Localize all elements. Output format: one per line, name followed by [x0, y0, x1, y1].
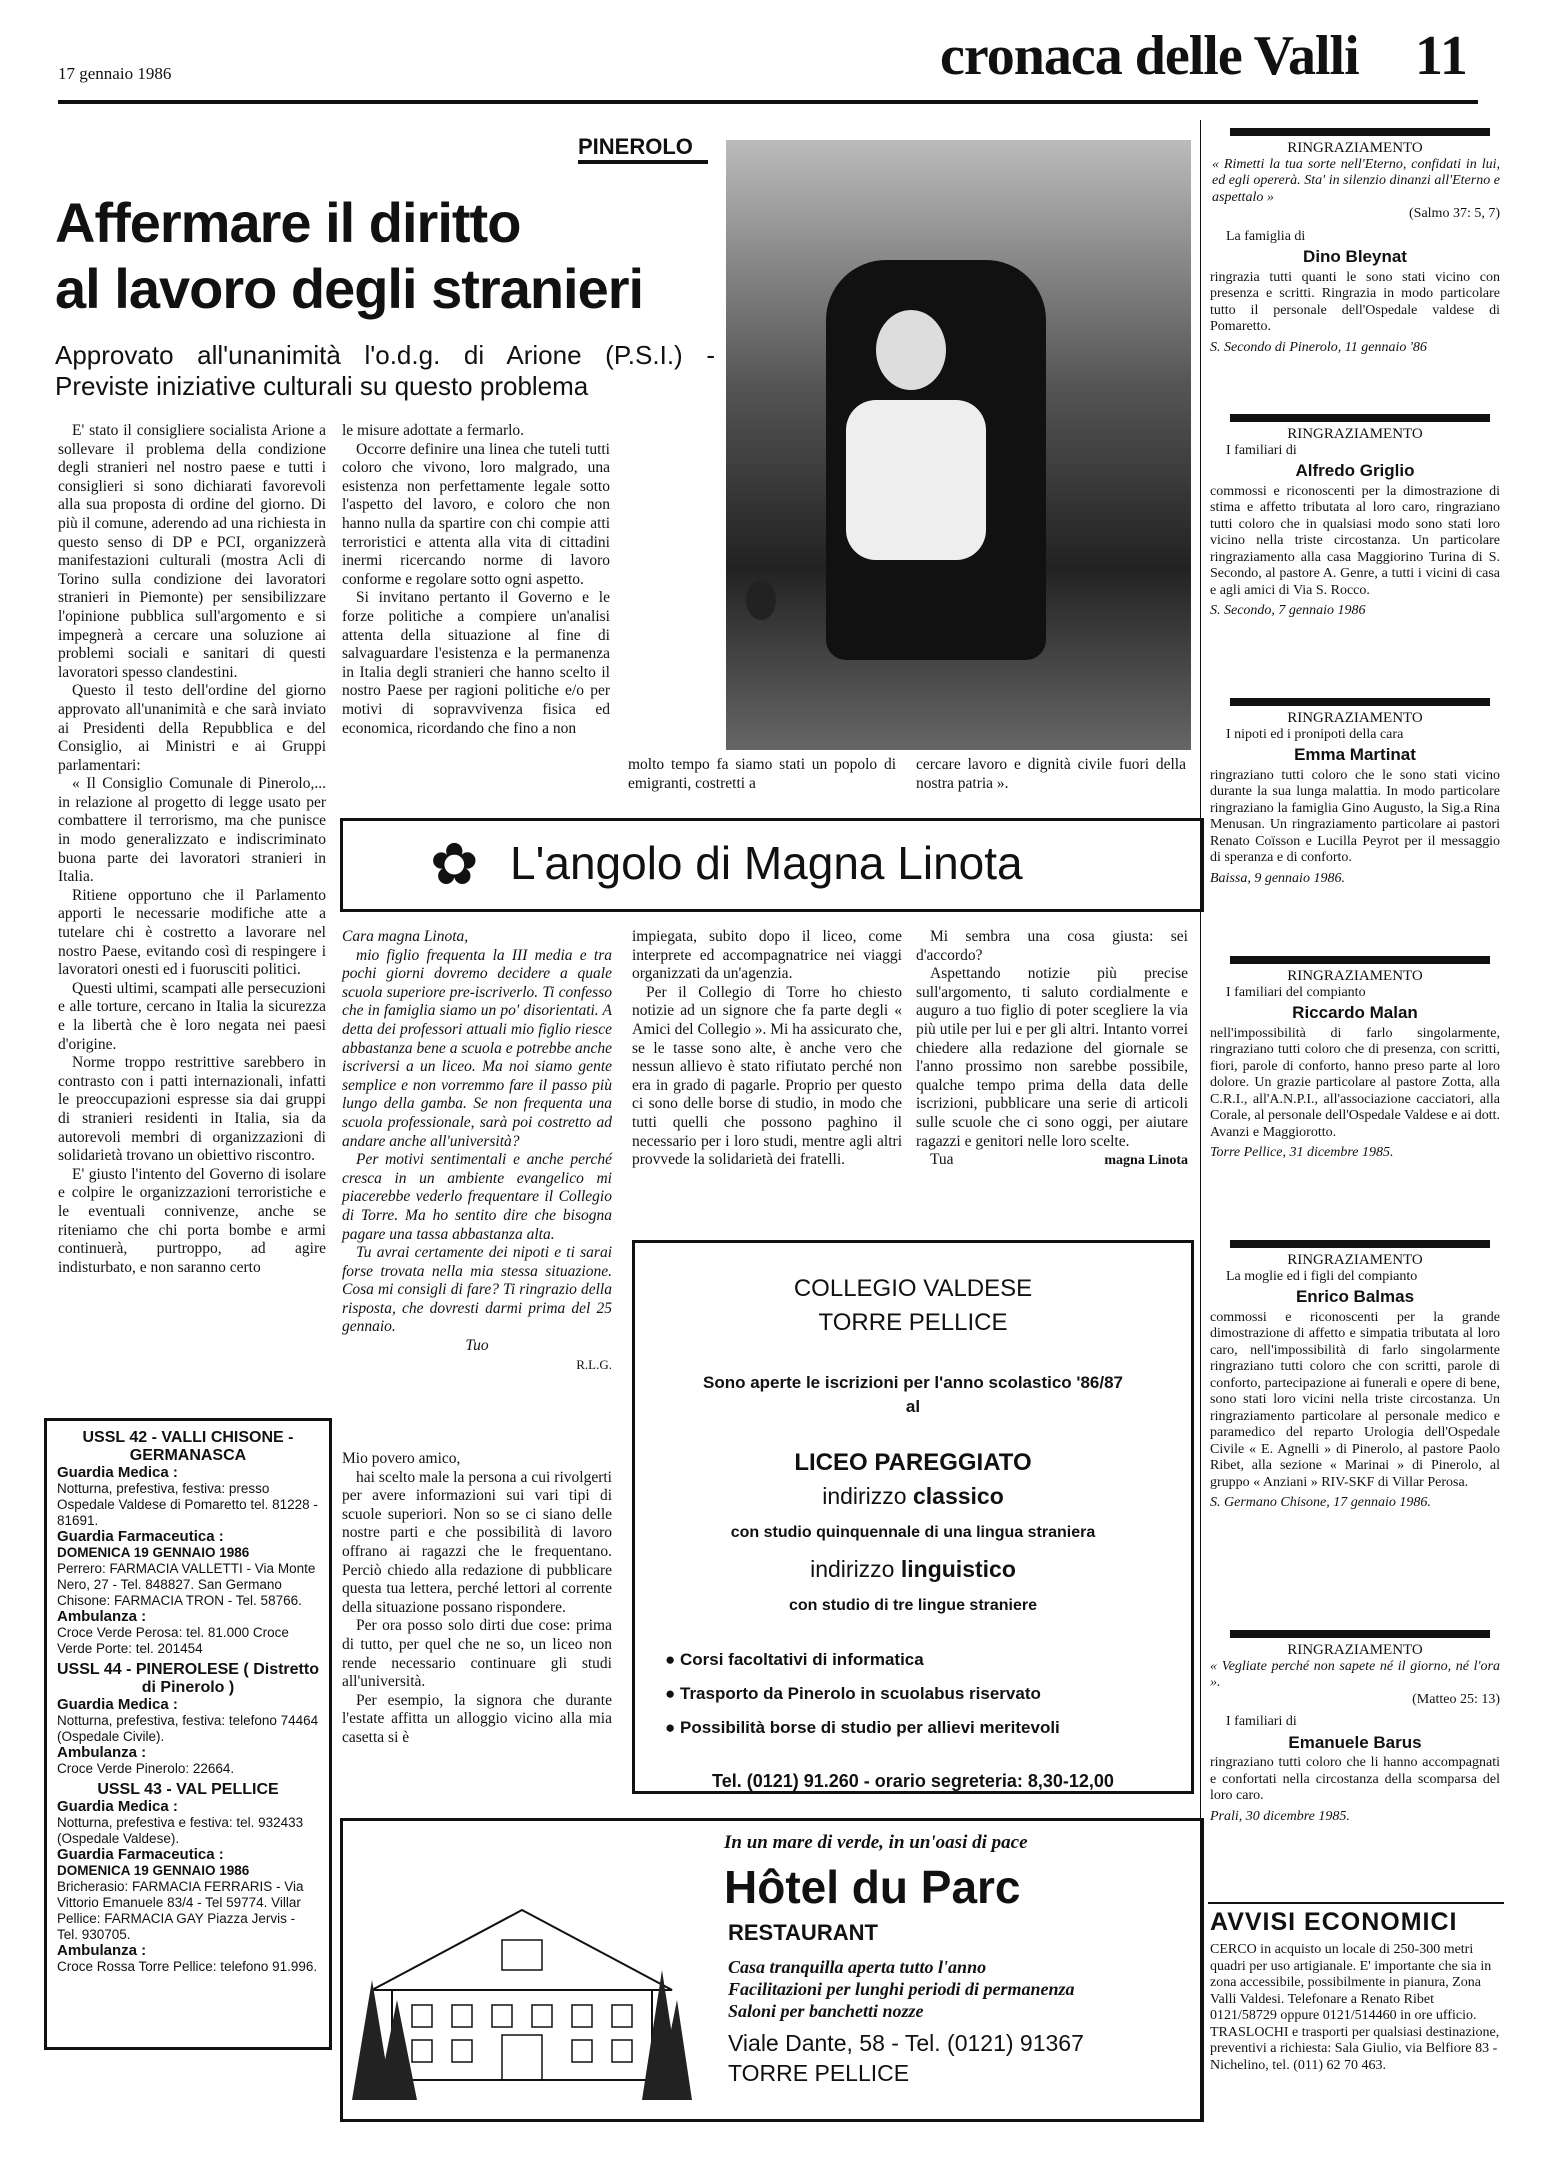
grapes-icon: ✿ [430, 832, 479, 897]
avvisi-rule [1208, 1902, 1504, 1904]
paragraph: Ritiene opportuno che il Parlamento apporti le necessarie modifiche atte a tutelare chi è costretto a lavorare nel nostro Paese, evitando così di respingere i lavoratori onesti ed i fuorusciti politici. [58, 886, 326, 979]
ring-ref: (Salmo 37: 5, 7) [1409, 206, 1500, 221]
reply-column-1 [342, 1450, 612, 1748]
ringraziamento-block [1210, 956, 1500, 1162]
hotel-desc-1: Casa tranquilla aperta tutto l'anno [728, 1957, 987, 1977]
ring-heading: RINGRAZIAMENTO [1287, 426, 1423, 442]
guardia-medica-label: Guardia Medica : [57, 1798, 178, 1815]
ussl-43-title: USSL 43 - VAL PELLICE [97, 1781, 279, 1798]
ring-intro: I nipoti ed i pronipoti della cara [1226, 726, 1404, 742]
ring-quote: « Rimetti la tua sorte nell'Eterno, confidati in lui, ed egli opererà. Sta' in silenzio dinanzi all'Eterno e aspettalo » [1212, 156, 1500, 205]
paragraph: Per esempio, la signora che durante l'estate affitta un alloggio vicino alla mia casetta si è [342, 1691, 612, 1746]
paragraph: E' stato il consigliere socialista Arione a sollevare il problema della condizione degli stranieri nel nostro paese e tutti i consiglieri si sono dichiarati favorevoli alla sua proposta di ordine del giorno. Di più il comune, aderendo ad una richiesta in questo senso di DP e PCI, organizzerà manifestazioni culturali (mostra Acli di Torino sulla condizione dei lavoratori stranieri in Piemonte) per sensibilizzare l'opinione pubblica sull'argomento e si impegnerà a cercare una soluzione ai problemi sociali e sanitari di questi lavoratori spesso clandestini. [58, 422, 326, 681]
page-number: 11 [1415, 25, 1468, 87]
paragraph: Questi ultimi, scampati alle persecuzioni e alle torture, cercano in Italia la sicurezza e la libertà che è loro negata nei paesi d'origine. [58, 979, 326, 1053]
article-column-3: molto tempo fa siamo stati un popolo di emigranti, costretti a [628, 756, 896, 792]
collegio-city: TORRE PELLICE [818, 1309, 1008, 1336]
ring-name: Emma Martinat [1294, 745, 1416, 764]
article-column-1 [58, 422, 326, 1277]
ring-intro: I familiari di [1226, 442, 1297, 458]
paragraph: mio figlio frequenta la III media e tra pochi giorni dovremo decidere a quale scuola superiore pre-iscriverlo. Ti confesso che in famiglia siamo un po' disorientati. A detta dei professori attuali mio figlio riesce abbastanza bene a scuola e potrebbe anche iscriversi a un liceo. Ma noi siamo gente semplice e non vorremmo fare il passo più lungo della gamba. Se non frequenta una scuola professionale, sarà poi costretto ad andare anche all'università? [342, 946, 612, 1150]
ring-rule [1230, 698, 1490, 706]
header-rule [58, 100, 1478, 104]
linguistico-desc: con studio di tre lingue straniere [788, 1597, 1038, 1614]
avvisi-title: AVVISI ECONOMICI [1210, 1908, 1458, 1936]
hotel-illustration [352, 1870, 692, 2100]
paragraph: le misure adottate a fermarlo. [342, 422, 525, 439]
classico-desc: con studio quinquennale di una lingua straniera [730, 1524, 1096, 1541]
reply-sign-tua: Tua [930, 1151, 954, 1169]
ring-intro: I familiari del compianto [1226, 984, 1366, 1000]
indirizzo-prefix: indirizzo [810, 1556, 901, 1582]
ringraziamento-block [1210, 698, 1500, 887]
bullet-informatica: ● Corsi facoltativi di informatica [665, 1650, 924, 1669]
ring-heading: RINGRAZIAMENTO [1287, 1252, 1423, 1268]
ring-text: ringraziano tutti coloro che le sono stati vicino durante la sua lunga malattia. In modo particolare ringraziano la famiglia Gino Augusto, la Sig.a Rina Menusan. Un ringraziamento particolare ai pastori Renato Coïsson e Lucilla Peyrot per il messaggio di speranza e di conforto. [1210, 767, 1500, 865]
column-divider [1200, 120, 1201, 2120]
ring-place: S. Germano Chisone, 17 gennaio 1986. [1210, 1495, 1431, 1510]
paragraph: Occorre definire una linea che tuteli tutti coloro che vivono, loro malgrado, una esistenza non perfettamente legale sotto l'aspetto del lavoro, e coloro che non hanno nulla da spartire con chi compie atti terroristici e attenta alla vita di cittadini inermi ricercando norme di lavoro conforme e regolare sotto ogni aspetto. [342, 440, 610, 588]
paragraph: impiegata, subito dopo il liceo, come interprete ed accompagnatrice nei viaggi organizzati da un'agenzia. [632, 928, 902, 983]
ringraziamento-block [1210, 1240, 1500, 1512]
ring-text: ringrazia tutti quanti le sono stati vicino con presenza e scritti. Ringrazia in modo particolare tutto il personale dell'Ospedale valdese di Pomaretto. [1210, 269, 1500, 334]
ring-text: nell'impossibilità di farlo singolarmente, ringraziano tutti coloro che di presenza, con scritti, fiori, parole di conforto, hanno preso parte al loro dolore. Un grazie particolare al pastore Zotta, alla C.R.I., all'A.N.P.I., all'associazione cacciatori, alla Corale, al personale dell'Ospedale Valdese e ai dott. Avanzi e Maggiorotto. [1210, 1025, 1500, 1140]
paragraph: Si invitano pertanto il Governo e le forze politiche a compiere un'analisi attenta della situazione al fine di salvaguardare l'esistenza e la permanenza in Italia degli stranieri che hanno scelto il nostro Paese per ragioni politiche e/o per motivi di sopravvivenza fisica ed economica, ricordando che fino a non [342, 589, 610, 737]
hotel-name: Hôtel du Parc [724, 1861, 1021, 1913]
letter-column [342, 928, 612, 1374]
guardia-farmaceutica-label: Guardia Farmaceutica : [57, 1846, 224, 1863]
headline-line-1: Affermare il diritto [55, 191, 521, 254]
paragraph: hai scelto male la persona a cui rivolgerti per avere informazioni sui vari tipi di scuole superiori. Non so se ci siano delle nostre parti e che possibilità di lavoro offrano ai ragazzi che le frequentano. Perciò chiedo alla redazione di pubblicare questa tua lettera, perché lettori al corrente della situazione possano rispondere. [342, 1468, 612, 1616]
ringraziamento-block [1210, 414, 1500, 620]
avviso-traslochi: TRASLOCHI e trasporti per qualsiasi destinazione, preventivi a richiesta: Sala Giulio, via Belfiore 83 - Nichelino, tel. (011) 62 70 463. [1210, 2024, 1500, 2073]
paragraph: Cara magna Linota, [342, 928, 469, 945]
section-label: PINEROLO [578, 134, 693, 159]
ussl-42-title: USSL 42 - VALLI CHISONE - GERMANASCA [82, 1429, 294, 1464]
guardia-medica-label: Guardia Medica : [57, 1464, 178, 1481]
ring-rule [1230, 128, 1490, 136]
hotel-city: TORRE PELLICE [728, 2060, 910, 2086]
ambulanza-text: Croce Rossa Torre Pellice: telefono 91.996. [57, 1959, 318, 1974]
hotel-desc-2: Facilitazioni per lunghi periodi di permanenza [728, 1979, 1075, 1999]
ussl-44-title: USSL 44 - PINEROLESE ( Distretto di Pinerolo ) [57, 1661, 319, 1696]
paragraph: Questo il testo dell'ordine del giorno approvato all'unanimità e che sarà inviato ai Presidenti della Repubblica e del Consiglio, ai Ministri e ai Gruppi parlamentari: [58, 682, 326, 774]
reply-signature: magna Linota [1104, 1152, 1188, 1168]
paragraph: Tu avrai certamente dei nipoti e ti sarai forse trovata nella mia stessa situazione. Cosa mi consigli di fare? Ti ringrazio della risposta, che dovresti darmi prima del 25 gennaio. [342, 1244, 612, 1336]
iscrizioni-line: Sono aperte le iscrizioni per l'anno scolastico '86/87 [702, 1373, 1123, 1392]
ring-rule [1230, 414, 1490, 422]
ring-rule [1230, 956, 1490, 964]
hotel-restaurant: RESTAURANT [728, 1920, 878, 1945]
ring-name: Alfredo Griglio [1295, 461, 1415, 480]
ring-rule [1230, 1240, 1490, 1248]
paragraph: Mio povero amico, [342, 1450, 461, 1467]
ring-text: commossi e riconoscenti per la dimostrazione di stima e affetto tributata al loro caro, ringraziano tutti coloro che in qualsiasi modo sono stati loro vicino nella triste circostanza. Un particolare ringraziamento alla casa Maggiorino Turina di S. Secondo, al pastore A. Genre, a tutti i vicini di casa e agli amici di Via S. Rocco. [1210, 483, 1500, 598]
bullet-trasporto: ● Trasporto da Pinerolo in scuolabus riservato [665, 1684, 1041, 1703]
avviso-cerco: CERCO in acquisto un locale di 250-300 metri quadri per uso artigianale. E' importante che sia in zona accessibile, possibilmente in pianura, Zona Valli Valdesi. Telefonare a Renato Ribet 0121/58729 oppure 0121/514460 in ore ufficio. [1210, 1942, 1492, 2023]
ring-name: Dino Bleynat [1303, 247, 1407, 266]
paragraph: « Il Consiglio Comunale di Pinerolo,... in relazione al progetto di legge usato per combattere il terrorismo, ma che punisce in modo generalizzato e indiscriminato buona parte dei lavoratori stranieri in Italia. [58, 775, 326, 886]
paragraph: Aspettando notizie più precise sull'argomento, ti saluto cordialmente e auguro a tuo figlio di poter scegliere la via più utile per lui e per gli altri. Intanto vorrei chiedere alla redazione del giornale se l'anno prossimo non sarebbe possibile, qualche tempo prima della data delle iscrizioni, pubblicare una serie di articoli sulle scuole che ci sono oggi, per aiutare ragazzi e genitori nelle loro scelte. [916, 965, 1188, 1150]
hotel-tagline: In un mare di verde, in un'oasi di pace [724, 1832, 1028, 1853]
hotel-desc-3: Saloni per banchetti nozze [728, 2001, 924, 2021]
article-column-4: cercare lavoro e dignità civile fuori della nostra patria ». [916, 756, 1186, 792]
ring-name: Enrico Balmas [1295, 1287, 1415, 1306]
ring-name: Riccardo Malan [1292, 1003, 1418, 1022]
farmacia-date: DOMENICA 19 GENNAIO 1986 [57, 1863, 250, 1878]
ambulanza-label: Ambulanza : [57, 1608, 147, 1625]
ring-heading: RINGRAZIAMENTO [1287, 710, 1423, 726]
ambulanza-label: Ambulanza : [57, 1942, 147, 1959]
guardia-medica-label: Guardia Medica : [57, 1696, 178, 1713]
magna-linota-title: L'angolo di Magna Linota [510, 837, 1023, 889]
ringraziamento-block [1210, 128, 1500, 356]
ambulanza-text: Croce Verde Perosa: tel. 81.000 Croce Verde Porte: tel. 201454 [57, 1625, 289, 1656]
guardia-medica-text: Notturna, prefestiva, festiva: telefono 74464 (Ospedale Civile). [57, 1713, 319, 1744]
ring-heading: RINGRAZIAMENTO [1287, 1642, 1423, 1658]
paragraph: Mi sembra una cosa giusta: sei d'accordo? [916, 928, 1188, 964]
hotel-drawing [352, 1870, 692, 2100]
ring-rule [1230, 1630, 1490, 1638]
farmacia-text: Bricherasio: FARMACIA FERRARIS - Via Vittorio Emanuele 83/4 - Tel 59774. Villar Pellice: FARMACIA GAY Piazza Jervis - Tel. 930705. [57, 1879, 304, 1942]
ussl-info-box [44, 1418, 332, 2050]
ambulanza-label: Ambulanza : [57, 1744, 147, 1761]
ringraziamento-block [1210, 1630, 1500, 1825]
reply-column-3 [916, 928, 1188, 1170]
indirizzo-classico: classico [912, 1483, 1004, 1509]
article-headline [55, 190, 715, 322]
ring-ref: (Matteo 25: 13) [1412, 1691, 1500, 1707]
indirizzo-linguistico: linguistico [900, 1556, 1016, 1582]
liceo-title: LICEO PAREGGIATO [794, 1449, 1032, 1476]
paragraph: E' giusto l'intento del Governo di isolare e colpire le organizzazioni terroristiche e le eventuali connivenze, anche se riteniamo che chi porta bombe e armi continuerà, purtroppo, ad agire indisturbato, e non saranno certo [58, 1165, 326, 1276]
hotel-address: Viale Dante, 58 - Tel. (0121) 91367 [728, 2030, 1084, 2056]
ring-intro: La moglie ed i figli del compianto [1226, 1268, 1418, 1284]
ring-place: Baissa, 9 gennaio 1986. [1210, 870, 1345, 886]
guardia-medica-text: Notturna, prefestiva e festiva: tel. 932433 (Ospedale Valdese). [57, 1815, 304, 1846]
photo-head [876, 310, 946, 390]
farmacia-date: DOMENICA 19 GENNAIO 1986 [57, 1545, 250, 1560]
al-line: al [905, 1397, 921, 1416]
ring-text: ringraziano tutti coloro che li hanno accompagnati e confortati nella circostanza della scomparsa del loro caro. [1210, 1755, 1500, 1803]
article-column-2 [342, 422, 610, 738]
paragraph: Per il Collegio di Torre ho chiesto notizie ad un signore che fa parte degli « Amici del Collegio ». Mi ha assicurato che, se le tasse sono alte, è anche vero che nessun allievo è stato rifiutato perché non era in grado di pagarle. Proprio per questo ci sono delle borse di studio, in modo che tutti quelli che possono paghino il necessario per i loro studi, mentre agli altri provvede la solidarietà dei fratelli. [632, 983, 902, 1169]
article-photo [726, 140, 1191, 750]
ring-place: S. Secondo di Pinerolo, 11 gennaio '86 [1210, 339, 1427, 355]
reply-column-2 [632, 928, 902, 1170]
headline-line-2: al lavoro degli stranieri [55, 257, 644, 320]
ring-quote: « Vegliate perché non sapete né il giorno, né l'ora ». [1210, 1658, 1500, 1690]
section-rule [578, 160, 708, 164]
ring-place: Torre Pellice, 31 dicembre 1985. [1210, 1145, 1394, 1160]
bullet-borse: ● Possibilità borse di studio per allievi meritevoli [665, 1718, 1060, 1737]
avvisi-text [1210, 1942, 1500, 2074]
article-subheadline: Approvato all'unanimità l'o.d.g. di Arione (P.S.I.) - Previste iniziative culturali su questo problema [55, 340, 715, 401]
guardia-medica-text: Notturna, prefestiva, festiva: presso Ospedale Valdese di Pomaretto tel. 81228 - 81691. [57, 1481, 318, 1528]
photo-pigeon [746, 580, 776, 620]
farmacia-text: Perrero: FARMACIA VALLETTI - Via Monte Nero, 27 - Tel. 848827. San Germano Chisone: FARMACIA TRON - Tel. 58766. [57, 1561, 316, 1608]
ring-text: commossi e riconoscenti per la grande dimostrazione di affetto e simpatia tributata al loro caro, nell'impossibilità di farlo singolarmente ringraziano tutti coloro che con scritti, parole di conforto, partecipazione ai funerali e opere di bene, sono stati loro vicini nella triste circostanza. Un ringraziamento particolare al personale medico e paramedico del reparto Urologia dell'Ospedale Civile « E. Agnelli » di Pinerolo, al pastore Paolo Ribet, alla sezione « Marinai » di Pinerolo, al gruppo « Anziani » RIV-SKF di Villar Perosa. [1210, 1309, 1500, 1490]
ring-intro: I familiari di [1226, 1714, 1297, 1729]
indirizzo-prefix: indirizzo [822, 1483, 913, 1509]
ring-place: Prali, 30 dicembre 1985. [1210, 1808, 1350, 1824]
guardia-farmaceutica-label: Guardia Farmaceutica : [57, 1528, 224, 1545]
issue-date: 17 gennaio 1986 [58, 64, 172, 83]
letter-signature: R.L.G. [576, 1356, 612, 1372]
ring-intro: La famiglia di [1226, 228, 1306, 244]
hotel-description [728, 1956, 1188, 2022]
ring-heading: RINGRAZIAMENTO [1287, 140, 1423, 156]
ring-heading: RINGRAZIAMENTO [1287, 968, 1423, 984]
ambulanza-text: Croce Verde Pinerolo: 22664. [57, 1761, 235, 1776]
collegio-phone: Tel. (0121) 91.260 - orario segreteria: 8,30-12,00 [712, 1771, 1114, 1791]
paragraph: Per ora posso solo dirti due cose: prima di tutto, per quel che ne so, un liceo non rende necessario continuare gli studi all'università. [342, 1617, 612, 1691]
newspaper-title: cronaca delle Valli [940, 25, 1359, 87]
letter-sign-tuo: Tuo [465, 1337, 489, 1355]
paragraph: Per motivi sentimentali e anche perché cresca in un ambiente evangelico mi piacerebbe vederlo frequentare il Collegio di Torre. Ma ho sentito dire che bisogna pagare una tassa abbastanza alta. [342, 1151, 612, 1243]
photo-shirt [846, 400, 986, 560]
ring-name: Emanuele Barus [1288, 1732, 1422, 1752]
ring-place: S. Secondo, 7 gennaio 1986 [1210, 603, 1366, 618]
collegio-valdese-ad [632, 1240, 1194, 1794]
paragraph: Norme troppo restrittive sarebbero in contrasto con i patti internazionali, infatti le preoccupazioni espresse sia dai gruppi di stranieri residenti in Italia, sia da autorevoli membri di organizzazioni di solidarietà trovano un obiettivo riscontro. [58, 1054, 326, 1165]
collegio-title: COLLEGIO VALDESE [793, 1275, 1033, 1302]
